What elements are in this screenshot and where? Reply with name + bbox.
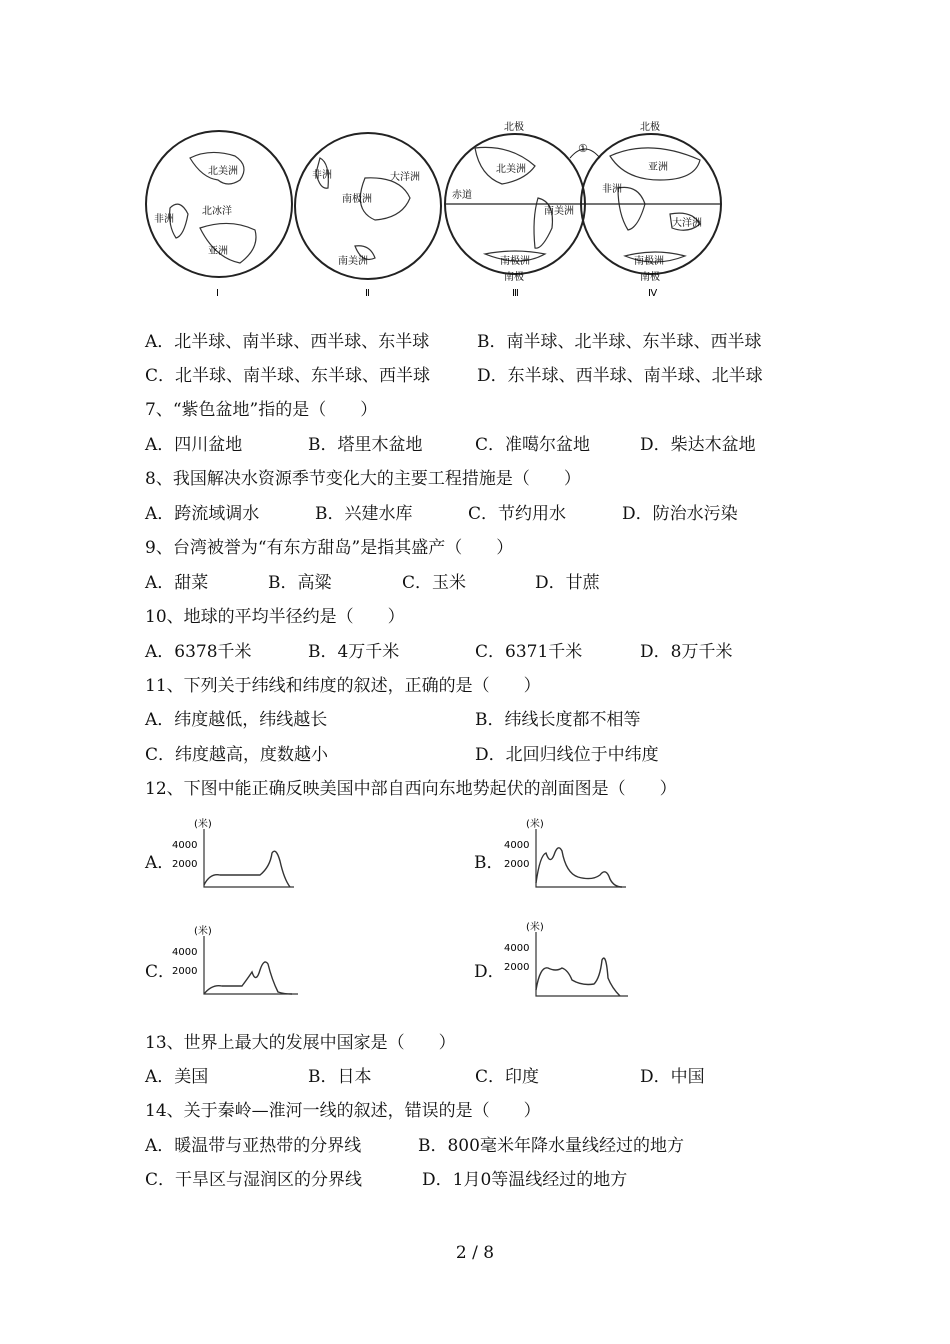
profile-chart-a (170, 815, 300, 900)
q6-option-a[interactable]: A．北半球、南半球、西半球、东半球 (145, 332, 430, 352)
globe4-label: 北极 (640, 122, 660, 133)
q6-option-d[interactable]: D．东半球、西半球、南半球、北半球 (477, 366, 763, 386)
q8-option-d[interactable]: D．防治水污染 (622, 504, 738, 524)
q10-option-c[interactable]: C．6371千米 (475, 642, 583, 662)
profile-chart-b (502, 815, 632, 900)
q14-option-d[interactable]: D．1月0等温线经过的地方 (422, 1170, 628, 1190)
q7-option-b[interactable]: B．塔里木盆地 (308, 435, 423, 455)
profile-y-2000: 2000 (172, 966, 198, 977)
q9-option-d[interactable]: D．甘蔗 (535, 573, 600, 593)
globe4-numeral: Ⅳ (648, 288, 658, 299)
globe4-label: 南极 (640, 272, 660, 283)
globe3-numeral: Ⅲ (512, 288, 519, 299)
q13-option-d[interactable]: D．中国 (640, 1067, 705, 1087)
q6-options-row1 (145, 331, 762, 353)
globe2-numeral: Ⅱ (365, 288, 370, 299)
q12-option-c[interactable]: C． (145, 962, 176, 982)
q8-stem: 8、我国解决水资源季节变化大的主要工程措施是（ ） (145, 469, 581, 489)
q8-option-a[interactable]: A．跨流域调水 (145, 504, 260, 524)
globe4-label: 大洋洲 (672, 218, 702, 229)
q6-options-row2 (145, 365, 763, 387)
globe2-label: 大洋洲 (390, 172, 420, 183)
q12-option-b[interactable]: B． (474, 853, 504, 873)
profile-unit: (米) (526, 922, 544, 933)
q8-option-c[interactable]: C．节约用水 (468, 504, 567, 524)
q12-option-d[interactable]: D． (474, 962, 505, 982)
globe1-label: 北美洲 (208, 166, 238, 177)
globe2-label: 南美洲 (338, 256, 368, 267)
profile-y-4000: 4000 (172, 840, 198, 851)
globe3-label: 北极 (504, 122, 524, 133)
globe1-label: 非洲 (154, 214, 174, 225)
profile-unit: (米) (194, 819, 212, 830)
profile-y-2000: 2000 (172, 859, 198, 870)
q14-option-a[interactable]: A．暖温带与亚热带的分界线 (145, 1136, 362, 1156)
q13-stem: 13、世界上最大的发展中国家是（ ） (145, 1033, 456, 1053)
q9-option-c[interactable]: C．玉米 (402, 573, 467, 593)
q6-option-c[interactable]: C．北半球、南半球、东半球、西半球 (145, 366, 431, 386)
q11-option-c[interactable]: C．纬度越高，度数越小 (145, 745, 329, 765)
q14-option-b[interactable]: B．800毫米年降水量线经过的地方 (418, 1136, 684, 1156)
q10-stem: 10、地球的平均半径约是（ ） (145, 607, 405, 627)
globe3-label: 南极洲 (500, 256, 530, 267)
q7-option-d[interactable]: D．柴达木盆地 (640, 435, 756, 455)
globe1-label: 北冰洋 (202, 206, 232, 217)
profile-unit: (米) (526, 819, 544, 830)
q13-option-b[interactable]: B．日本 (308, 1067, 372, 1087)
profile-y-2000: 2000 (504, 962, 530, 973)
hemispheres-figure (140, 118, 730, 300)
q13-option-a[interactable]: A．美国 (145, 1067, 209, 1087)
profile-y-4000: 4000 (504, 943, 530, 954)
q7-option-c[interactable]: C．准噶尔盆地 (475, 435, 591, 455)
q11-option-b[interactable]: B．纬线长度都不相等 (475, 710, 641, 730)
q9-stem: 9、台湾被誉为“有东方甜岛”是指其盛产（ ） (145, 538, 514, 558)
page-number: 2 / 8 (455, 1243, 495, 1263)
q9-option-b[interactable]: B．高粱 (268, 573, 332, 593)
globe4-label: 南极洲 (634, 256, 664, 267)
profile-y-2000: 2000 (504, 859, 530, 870)
q8-option-b[interactable]: B．兴建水库 (315, 504, 413, 524)
globe3-label: 赤道 (452, 190, 472, 201)
globe3-label: 北美洲 (496, 164, 526, 175)
q11-stem: 11、下列关于纬线和纬度的叙述，正确的是（ ） (145, 676, 541, 696)
globe4-label: 亚洲 (648, 162, 668, 173)
q11-option-d[interactable]: D．北回归线位于中纬度 (475, 745, 659, 765)
globe1-numeral: Ⅰ (216, 288, 219, 299)
globe2-label: 南极洲 (342, 194, 372, 205)
q6-option-b[interactable]: B．南半球、北半球、东半球、西半球 (477, 332, 762, 352)
q12-option-a[interactable]: A． (145, 853, 175, 873)
q9-option-a[interactable]: A．甜菜 (145, 573, 209, 593)
globe3-label: 南极 (504, 272, 524, 283)
globe-marker: ① (578, 142, 588, 155)
q14-option-c[interactable]: C．干旱区与湿润区的分界线 (145, 1170, 363, 1190)
profile-chart-d (502, 918, 637, 1008)
globe1-label: 亚洲 (208, 246, 228, 257)
q10-option-a[interactable]: A．6378千米 (145, 642, 252, 662)
q10-option-b[interactable]: B．4万千米 (308, 642, 400, 662)
q10-option-d[interactable]: D．8万千米 (640, 642, 733, 662)
q14-stem: 14、关于秦岭—淮河一线的叙述，错误的是（ ） (145, 1101, 541, 1121)
q12-stem: 12、下图中能正确反映美国中部自西向东地势起伏的剖面图是（ ） (145, 779, 677, 799)
globe2-label: 非洲 (312, 170, 332, 181)
profile-unit: (米) (194, 926, 212, 937)
q11-option-a[interactable]: A．纬度越低，纬线越长 (145, 710, 328, 730)
profile-chart-c (170, 922, 305, 1007)
globe3-label: 南美洲 (544, 206, 574, 217)
q7-option-a[interactable]: A．四川盆地 (145, 435, 243, 455)
profile-y-4000: 4000 (172, 947, 198, 958)
globe4-label: 非洲 (602, 184, 622, 195)
q13-option-c[interactable]: C．印度 (475, 1067, 540, 1087)
q7-stem: 7、“紫色盆地”指的是（ ） (145, 400, 378, 420)
profile-y-4000: 4000 (504, 840, 530, 851)
